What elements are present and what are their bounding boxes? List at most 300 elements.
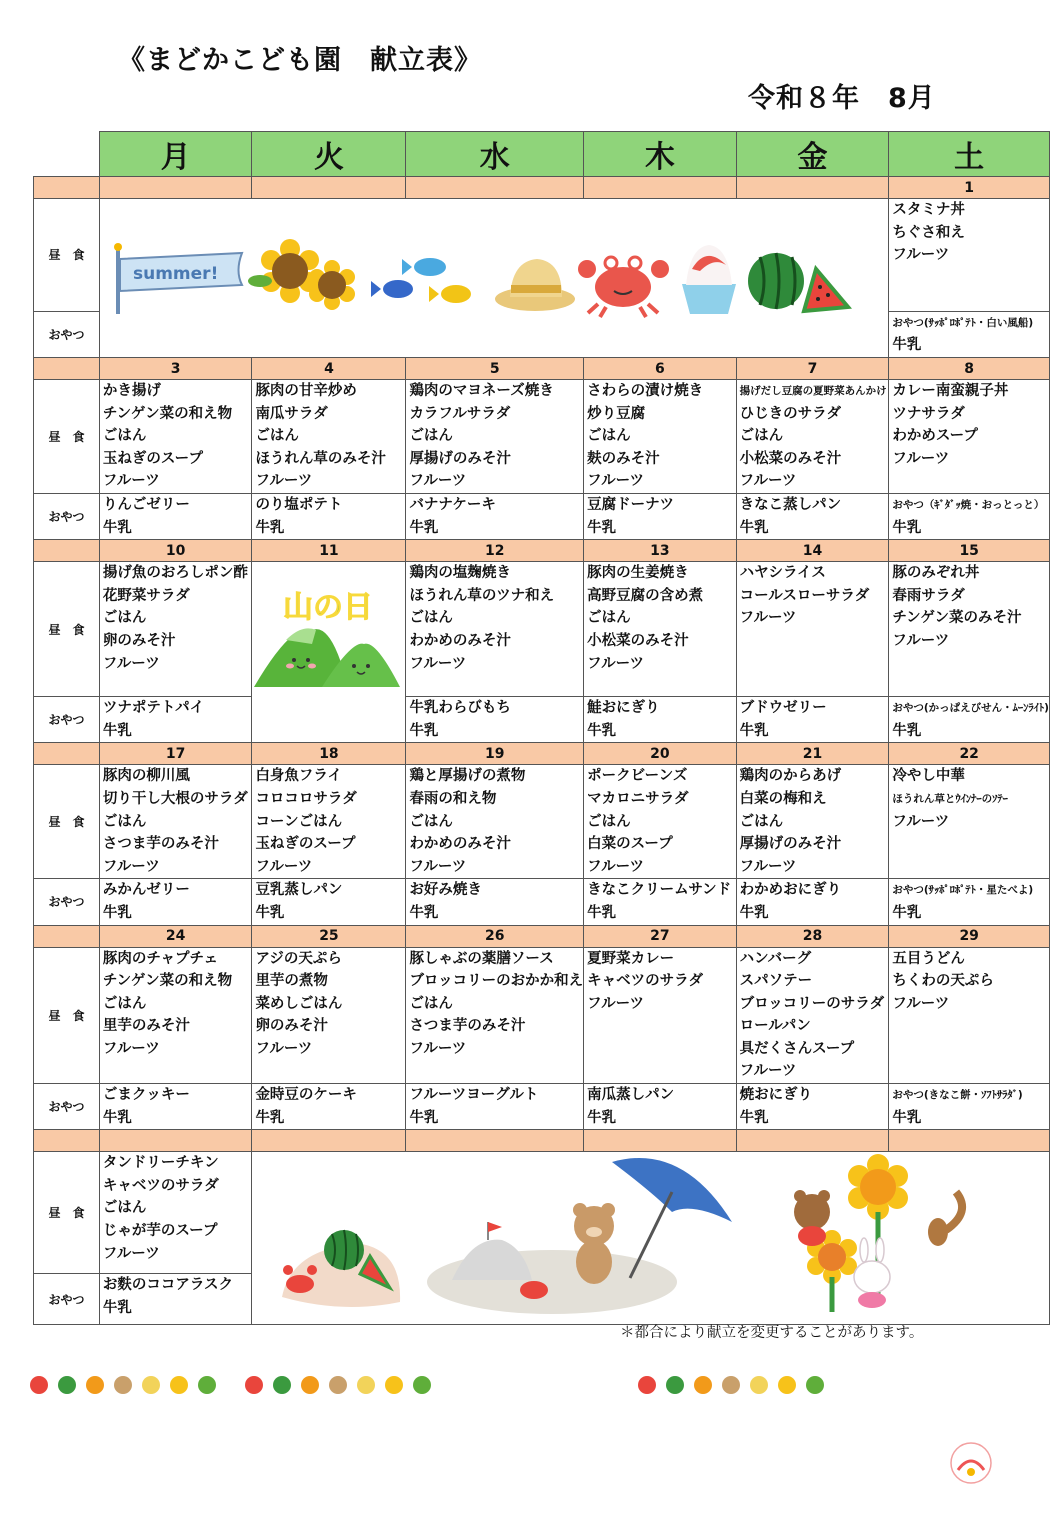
menu-item: スタミナ丼: [892, 202, 965, 218]
menu-item: 牛乳: [892, 722, 922, 739]
vegetable-icon: [638, 1376, 656, 1394]
menu-item: 牛乳: [409, 904, 439, 921]
menu-item: 五目うどん: [892, 950, 965, 967]
snack-cell: [889, 879, 1050, 925]
menu-item: フルーツ: [409, 655, 467, 672]
menu-item: フルーツ: [892, 450, 950, 467]
menu-item: ごはん: [102, 428, 147, 445]
menu-item: ごはん: [739, 428, 784, 445]
menu-item: フルーツ: [255, 473, 313, 490]
menu-item: 牛乳: [892, 337, 922, 354]
menu-item: おやつ(ｻｯﾎﾟﾛﾎﾟﾃﾄ・白い風船): [892, 316, 1034, 329]
menu-item: 卵のみそ汁: [255, 1018, 328, 1035]
menu-item: ごはん: [102, 995, 147, 1012]
menu-item: きなこクリームサンド: [587, 882, 732, 899]
crab-icon: [578, 257, 669, 317]
menu-item: さつま芋のみそ汁: [409, 1018, 526, 1035]
snack-cell: [252, 879, 406, 925]
menu-item: フルーツ: [409, 858, 467, 875]
menu-item: 豚肉の生姜焼き: [587, 565, 689, 582]
day-header: 木: [584, 132, 736, 177]
menu-item: コーンごはん: [255, 813, 343, 830]
date-row-label: [34, 540, 100, 562]
date-cell: 14: [736, 540, 889, 562]
menu-item: おやつ（ｷﾞﾀﾞｯ焼・おっとっと）: [892, 498, 1045, 511]
date-cell: 13: [584, 540, 736, 562]
menu-item: フルーツ: [587, 473, 644, 490]
menu-item: フルーツ: [739, 473, 797, 490]
menu-item: 厚揚げのみそ汁: [739, 836, 842, 853]
menu-item: ごはん: [587, 813, 631, 830]
menu-item: 牛乳: [587, 722, 617, 739]
menu-item: フルーツ: [892, 247, 950, 264]
menu-item: 白身魚フライ: [255, 768, 343, 785]
menu-item: 牛乳: [739, 1109, 769, 1126]
menu-item: 鶏肉のマヨネーズ焼き: [409, 383, 554, 399]
watermelon-icon: [748, 253, 848, 311]
menu-item: 牛乳: [409, 722, 439, 739]
snack-cell: [99, 493, 252, 539]
menu-item: 小松菜のみそ汁: [739, 450, 842, 467]
menu-item: お好み焼き: [409, 882, 482, 899]
menu-item: 揚げ魚のおろしポン酢: [102, 565, 248, 582]
menu-item: 牛乳: [102, 1109, 132, 1126]
date-cell: 6: [584, 358, 736, 380]
menu-item: 牛乳: [102, 722, 132, 739]
lunch-cell: [584, 562, 736, 697]
menu-item: ハンバーグ: [739, 950, 812, 967]
menu-item: ごはん: [587, 428, 631, 445]
date-cell: 7: [736, 358, 889, 380]
day-header: 水: [406, 132, 584, 177]
snack-label: おやつ: [34, 697, 100, 743]
lunch-label: 昼 食: [34, 1152, 100, 1274]
mountain-icon: [254, 629, 400, 688]
menu-item: 牛乳: [255, 1109, 285, 1126]
menu-item: 豆腐ドーナツ: [587, 496, 675, 513]
menu-item: 白菜のスープ: [587, 836, 673, 853]
menu-item: 牛乳わらびもち: [409, 700, 511, 717]
menu-item: 牛乳: [255, 904, 285, 921]
fish-icon: [371, 258, 471, 303]
menu-item: 白菜の梅和え: [739, 790, 827, 807]
date-row-label: [34, 925, 100, 947]
menu-item: ほうれん草のみそ汁: [255, 450, 386, 467]
date-cell: [584, 1130, 736, 1152]
lunch-cell: [99, 380, 252, 494]
sunflower-animals-icon: [794, 1154, 962, 1312]
vegetable-icon: [357, 1376, 375, 1394]
menu-item: 南瓜蒸しパン: [587, 1087, 675, 1104]
menu-item: フルーツ: [587, 858, 644, 875]
menu-item: 玉ねぎのスープ: [255, 836, 356, 853]
menu-item: フルーツ: [102, 1040, 160, 1057]
menu-item: 高野豆腐の含め煮: [587, 587, 704, 604]
date-cell: [584, 177, 736, 199]
menu-item: ごはん: [409, 610, 453, 627]
lunch-cell: [406, 380, 584, 494]
lunch-cell: [889, 765, 1050, 879]
lunch-cell: [584, 947, 736, 1084]
date-cell: [99, 177, 252, 199]
menu-item: 牛乳: [739, 722, 769, 739]
menu-item: フルーツ: [587, 655, 644, 672]
menu-item: ほうれん草のツナ和え: [409, 587, 555, 604]
snack-label: おやつ: [34, 879, 100, 925]
date-cell: [736, 1130, 889, 1152]
menu-item: おやつ(きなこ餅・ｿﾌﾄｻﾗﾀﾞ): [892, 1089, 1023, 1102]
vegetable-icon: [114, 1376, 132, 1394]
menu-item: 牛乳: [102, 1299, 132, 1316]
menu-item: アジの天ぷら: [255, 950, 342, 967]
menu-item: 麸のみそ汁: [587, 450, 660, 467]
menu-item: りんごゼリー: [102, 496, 190, 513]
menu-item: 厚揚げのみそ汁: [409, 450, 511, 467]
menu-item: ごはん: [409, 995, 453, 1012]
menu-item: フルーツ: [409, 473, 467, 490]
menu-item: 牛乳: [255, 519, 285, 536]
menu-item: ツナサラダ: [892, 405, 965, 422]
menu-item: 鶏肉のからあげ: [739, 768, 842, 785]
vegetable-icon: [413, 1376, 431, 1394]
menu-item: フルーツ: [102, 1245, 160, 1262]
vegetable-icon: [245, 1376, 263, 1394]
vegetable-icon: [142, 1376, 160, 1394]
menu-item: フルーツ: [739, 1063, 797, 1080]
snack-cell: [889, 697, 1050, 743]
beach-watermelon-icon: [282, 1230, 400, 1307]
date-cell: [406, 1130, 584, 1152]
lunch-cell: [252, 765, 406, 879]
snack-label: おやつ: [34, 1084, 100, 1130]
snack-cell: [584, 1084, 736, 1130]
date-cell: 1: [889, 177, 1050, 199]
kindergarten-logo-icon: [948, 1440, 994, 1486]
sand-beach-icon: [427, 1222, 677, 1314]
lunch-cell: [736, 562, 889, 697]
mountain-day-illustration: [252, 562, 406, 743]
menu-item: 小松菜のみそ汁: [587, 632, 689, 649]
menu-item: フルーツ: [255, 1040, 313, 1057]
menu-item: フルーツ: [739, 858, 797, 875]
menu-item: ごまクッキー: [102, 1087, 190, 1104]
menu-item: じゃが芋のスープ: [102, 1223, 218, 1240]
date-cell: [736, 177, 889, 199]
lunch-label: 昼 食: [34, 947, 100, 1084]
snack-label: おやつ: [34, 311, 100, 357]
vegetable-icon: [86, 1376, 104, 1394]
menu-item: カレー南蛮親子丼: [892, 383, 1009, 399]
date-cell: [889, 1130, 1050, 1152]
vegetable-icon: [806, 1376, 824, 1394]
menu-item: ごはん: [102, 813, 147, 830]
menu-item: 冷やし中華: [892, 768, 965, 785]
lunch-cell: [889, 562, 1050, 697]
day-header: 火: [252, 132, 406, 177]
menu-item: フルーツ: [255, 858, 313, 875]
lunch-cell: [252, 380, 406, 494]
menu-item: フルーツ: [587, 995, 644, 1012]
menu-item: フルーツ: [102, 655, 160, 672]
menu-item: お麩のココアラスク: [102, 1277, 233, 1294]
menu-item: ツナポテトパイ: [102, 700, 205, 717]
menu-item: フルーツヨーグルト: [409, 1087, 539, 1104]
day-header: 金: [736, 132, 889, 177]
menu-item: 豆乳蒸しパン: [255, 882, 343, 899]
date-cell: [252, 177, 406, 199]
menu-item: 菜めしごはん: [255, 995, 343, 1012]
menu-item: わかめのみそ汁: [409, 836, 511, 853]
date-cell: [99, 1130, 252, 1152]
date-cell: 12: [406, 540, 584, 562]
summer-flag-icon: [114, 243, 242, 314]
date-cell: 4: [252, 358, 406, 380]
menu-item: バナナケーキ: [409, 496, 496, 513]
snack-cell: [99, 697, 252, 743]
page-title: 《まどかこども園 献立表》: [118, 45, 482, 76]
menu-item: ごはん: [739, 813, 784, 830]
menu-item: 牛乳: [587, 519, 617, 536]
vegetable-icon: [778, 1376, 796, 1394]
date-cell: 17: [99, 743, 252, 765]
lunch-label: 昼 食: [34, 380, 100, 494]
menu-item: ポークビーンズ: [587, 768, 688, 785]
snack-cell: [99, 1084, 252, 1130]
menu-item: 牛乳: [102, 519, 132, 536]
menu-item: 牛乳: [587, 1109, 617, 1126]
menu-item: さわらの漬け焼き: [587, 383, 704, 399]
menu-item: ごはん: [255, 428, 299, 445]
menu-item: 金時豆のケーキ: [255, 1087, 357, 1104]
sunflower-icon: [248, 239, 355, 310]
menu-item: 牛乳: [409, 1109, 439, 1126]
vegetable-icon: [694, 1376, 712, 1394]
menu-item: スパソテー: [739, 973, 813, 990]
date-cell: 3: [99, 358, 252, 380]
vegetable-icon: [170, 1376, 188, 1394]
summer-banner-text: summer!: [132, 264, 219, 284]
vegetable-icon: [58, 1376, 76, 1394]
menu-item: 豚のみぞれ丼: [892, 565, 980, 582]
snack-cell: [252, 493, 406, 539]
menu-item: コロコロサラダ: [255, 790, 357, 807]
menu-item: 具だくさんスープ: [739, 1040, 855, 1057]
snack-cell: [584, 697, 736, 743]
date-cell: 29: [889, 925, 1050, 947]
summer-illustration: [99, 199, 888, 358]
date-cell: 26: [406, 925, 584, 947]
menu-item: フルーツ: [892, 632, 950, 649]
menu-item: 炒り豆腐: [587, 405, 646, 422]
menu-item: かき揚げ: [102, 383, 161, 399]
menu-item: タンドリーチキン: [102, 1155, 219, 1172]
snack-cell: [99, 1274, 252, 1325]
menu-item: 鶏肉の塩麹焼き: [409, 565, 511, 582]
date-cell: [406, 177, 584, 199]
menu-item: 牛乳: [739, 519, 769, 536]
vegetable-icon: [666, 1376, 684, 1394]
snack-cell: [584, 879, 736, 925]
menu-item: 豚肉のチャプチェ: [102, 950, 219, 967]
snack-cell: [252, 1084, 406, 1130]
menu-item: コールスローサラダ: [739, 587, 870, 604]
beach-illustration: [252, 1152, 1050, 1325]
snack-cell: [736, 493, 889, 539]
vegetable-icon: [750, 1376, 768, 1394]
menu-item: ほうれん草とｳｲﾝﾅｰのｿﾃｰ: [892, 792, 1008, 805]
menu-item: ごはん: [587, 610, 631, 627]
date-row-label: [34, 743, 100, 765]
menu-item: 豚肉の甘辛炒め: [255, 383, 357, 399]
menu-item: マカロニサラダ: [587, 790, 689, 807]
date-cell: 11: [252, 540, 406, 562]
lunch-cell: [736, 380, 889, 494]
menu-item: ひじきのサラダ: [739, 405, 841, 422]
snack-cell: [889, 493, 1050, 539]
vegetable-icon: [329, 1376, 347, 1394]
day-header: 土: [889, 132, 1050, 177]
lunch-cell: [889, 947, 1050, 1084]
lunch-cell: [736, 947, 889, 1084]
vegetable-icon: [198, 1376, 216, 1394]
menu-item: 夏野菜カレー: [587, 950, 675, 967]
snack-cell: [736, 1084, 889, 1130]
vegetable-icon: [722, 1376, 740, 1394]
menu-item: フルーツ: [409, 1040, 467, 1057]
date-cell: 5: [406, 358, 584, 380]
lunch-cell: [584, 380, 736, 494]
snack-cell: [406, 879, 584, 925]
menu-item: カラフルサラダ: [409, 405, 511, 422]
menu-item: ブドウゼリー: [739, 700, 827, 717]
change-note: ＊都合により献立を変更することがあります。: [620, 1325, 924, 1341]
menu-item: ごはん: [102, 610, 147, 627]
menu-item: キャベツのサラダ: [587, 973, 704, 990]
menu-item: フルーツ: [102, 473, 160, 490]
shaved-ice-icon: [682, 245, 736, 314]
lunch-cell: [99, 765, 252, 879]
snack-cell: [584, 493, 736, 539]
snack-cell: [406, 697, 584, 743]
menu-item: 鶏と厚揚げの煮物: [409, 768, 526, 785]
menu-item: おやつ(かっぱえびせん・ﾑｰﾝﾗｲﾄ): [892, 702, 1049, 715]
vegetable-border-right: [638, 1374, 834, 1402]
menu-item: わかめスープ: [892, 428, 978, 445]
lunch-cell: [406, 765, 584, 879]
menu-item: チンゲン菜の和え物: [102, 405, 233, 422]
vegetable-icon: [273, 1376, 291, 1394]
lunch-label: 昼 食: [34, 562, 100, 697]
menu-item: のり塩ポテト: [255, 496, 343, 513]
menu-item: 牛乳: [892, 519, 922, 536]
menu-item: 里芋の煮物: [255, 973, 328, 990]
menu-item: ちくわの天ぷら: [892, 973, 994, 990]
menu-item: 豚しゃぶの薬膳ソース: [409, 950, 554, 967]
menu-item: ハヤシライス: [739, 565, 826, 582]
yama-no-hi-text: 山の日: [283, 590, 374, 626]
lunch-label: 昼 食: [34, 199, 100, 312]
menu-item: 南瓜サラダ: [255, 405, 328, 422]
date-cell: 25: [252, 925, 406, 947]
date-cell: 24: [99, 925, 252, 947]
menu-item: 牛乳: [739, 904, 769, 921]
date-cell: 27: [584, 925, 736, 947]
snack-cell: [736, 879, 889, 925]
date-cell: 20: [584, 743, 736, 765]
menu-item: 豚肉の柳川風: [102, 768, 190, 785]
vegetable-border-left: [30, 1374, 226, 1402]
date-cell: 21: [736, 743, 889, 765]
snack-cell: [406, 1084, 584, 1130]
menu-item: ブロッコリーのサラダ: [739, 995, 885, 1012]
menu-item: 玉ねぎのスープ: [102, 450, 203, 467]
menu-item: 牛乳: [409, 519, 439, 536]
lunch-cell: [406, 562, 584, 697]
menu-item: 春雨サラダ: [892, 587, 965, 604]
date-row-label: [34, 1130, 100, 1152]
menu-item: 里芋のみそ汁: [102, 1018, 190, 1035]
menu-item: ちぐさ和え: [892, 224, 965, 241]
menu-item: ごはん: [409, 428, 453, 445]
snack-cell: [99, 879, 252, 925]
lunch-cell: [99, 562, 252, 697]
date-cell: 15: [889, 540, 1050, 562]
lunch-cell: [99, 1152, 252, 1274]
menu-item: 卵のみそ汁: [102, 632, 176, 649]
menu-item: キャベツのサラダ: [102, 1177, 219, 1194]
lunch-cell: [99, 947, 252, 1084]
menu-item: フルーツ: [892, 995, 950, 1012]
vegetable-icon: [30, 1376, 48, 1394]
menu-table: [33, 131, 1050, 1325]
menu-item: ごはん: [102, 1200, 147, 1217]
menu-item: おやつ(ｻｯﾎﾟﾛﾎﾟﾃﾄ・星たべよ): [892, 884, 1034, 897]
lunch-cell: [252, 947, 406, 1084]
date-cell: 10: [99, 540, 252, 562]
straw-hat-icon: [495, 259, 575, 311]
menu-item: 牛乳: [102, 904, 132, 921]
menu-item: 鮭おにぎり: [587, 700, 660, 717]
lunch-cell: [736, 765, 889, 879]
menu-item: 牛乳: [587, 904, 617, 921]
lunch-cell: [584, 765, 736, 879]
date-cell: 22: [889, 743, 1050, 765]
vegetable-icon: [385, 1376, 403, 1394]
lunch-label: 昼 食: [34, 765, 100, 879]
menu-item: フルーツ: [102, 858, 160, 875]
menu-item: 牛乳: [892, 904, 922, 921]
lunch-cell: [889, 199, 1050, 312]
menu-item: ロールパン: [739, 1018, 811, 1035]
menu-item: わかめのみそ汁: [409, 632, 511, 649]
menu-item: チンゲン菜のみそ汁: [892, 610, 1022, 627]
menu-item: フルーツ: [739, 610, 797, 627]
menu-item: 花野菜サラダ: [102, 587, 190, 604]
menu-item: 牛乳: [892, 1109, 922, 1126]
date-row-label: [34, 358, 100, 380]
date-cell: 8: [889, 358, 1050, 380]
date-cell: 19: [406, 743, 584, 765]
menu-item: フルーツ: [892, 813, 950, 830]
snack-cell: [736, 697, 889, 743]
vegetable-icon: [301, 1376, 319, 1394]
menu-item: ブロッコリーのおかか和え: [409, 973, 584, 990]
date-cell: 18: [252, 743, 406, 765]
menu-item: チンゲン菜の和え物: [102, 973, 233, 990]
date-cell: 28: [736, 925, 889, 947]
date-cell: [252, 1130, 406, 1152]
vegetable-border-middle: [245, 1374, 441, 1402]
